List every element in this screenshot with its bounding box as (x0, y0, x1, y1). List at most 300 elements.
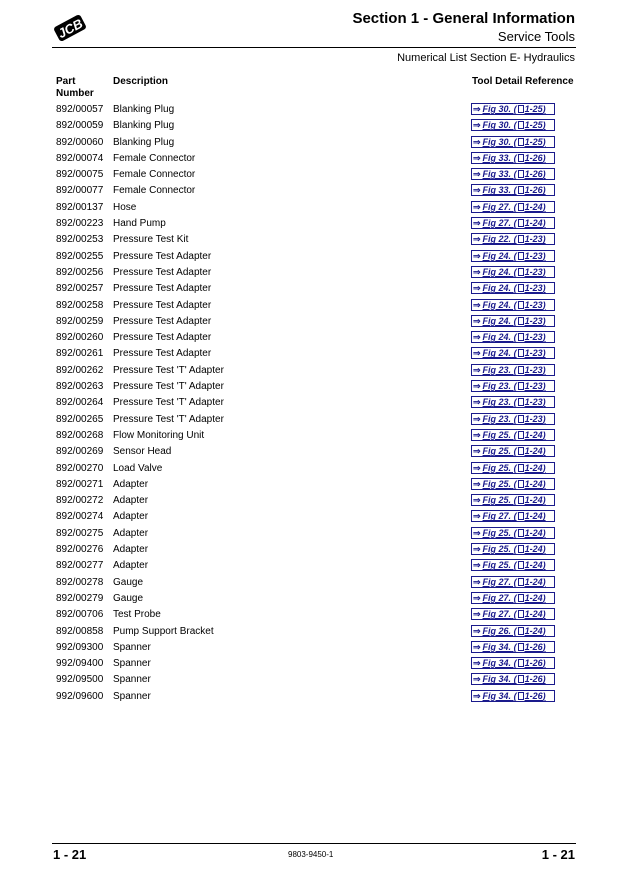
table-row (0, 363, 631, 379)
page-icon (518, 610, 524, 618)
figure-label: Fig 30. (482, 136, 512, 147)
description: Flow Monitoring Unit (113, 429, 205, 441)
table-row (0, 444, 631, 460)
description: Pressure Test Adapter (113, 332, 212, 344)
part-number: 892/00258 (56, 299, 104, 311)
page-icon (518, 496, 524, 504)
figure-label: Fig 24. (482, 250, 512, 261)
description: Pressure Test Adapter (113, 266, 212, 278)
table-row (0, 624, 631, 640)
figure-label: Fig 23. (482, 381, 512, 392)
part-number: 892/00276 (56, 544, 104, 556)
figure-label: Fig 24. (482, 315, 512, 326)
table-row (0, 656, 631, 672)
figure-label: Fig 23. (482, 413, 512, 424)
description: Spanner (113, 690, 151, 702)
part-number: 892/00271 (56, 478, 104, 490)
description: Adapter (113, 544, 149, 556)
arrow-right-icon: ⇒ (473, 397, 481, 408)
figure-label: Fig 27. (482, 576, 512, 587)
page-icon (518, 349, 524, 357)
description: Spanner (113, 674, 151, 686)
part-number: 892/00269 (56, 446, 104, 458)
description: Load Valve (113, 462, 163, 474)
figure-reference-link[interactable]: ⇒ Fig 34. ( 1-26) (471, 657, 555, 669)
page-reference: 1-26 (524, 185, 543, 196)
part-number: 892/00223 (56, 218, 104, 230)
part-number: 892/00057 (56, 104, 104, 115)
page-reference: 1-23 (524, 381, 543, 392)
description: Test Probe (113, 609, 161, 621)
table-row (0, 232, 631, 248)
arrow-right-icon: ⇒ (473, 169, 481, 180)
part-number: 892/00268 (56, 429, 104, 441)
figure-label: Fig 24. (482, 332, 512, 343)
table-row (0, 249, 631, 265)
arrow-right-icon: ⇒ (473, 413, 481, 424)
part-number: 892/00274 (56, 511, 104, 523)
arrow-right-icon: ⇒ (473, 495, 481, 506)
part-number: 892/00858 (56, 625, 104, 637)
svg-text:JCB: JCB (55, 15, 86, 42)
arrow-right-icon: ⇒ (473, 234, 481, 245)
figure-reference-link[interactable]: ⇒ Fig 24. ( 1-23) (471, 347, 555, 359)
table-row (0, 672, 631, 688)
table-row (0, 183, 631, 199)
page-reference: 1-26 (524, 690, 543, 701)
figure-reference-link[interactable]: ⇒ Fig 25. ( 1-24) (471, 462, 555, 474)
page-icon (518, 431, 524, 439)
description: Adapter (113, 560, 149, 572)
table-row (0, 135, 631, 151)
part-number: 892/00277 (56, 560, 104, 572)
page-reference: 1-23 (524, 266, 543, 277)
figure-label: Fig 33. (482, 152, 512, 163)
page-icon (518, 219, 524, 227)
page-icon (518, 643, 524, 651)
page-reference: 1-24 (524, 511, 543, 522)
arrow-right-icon: ⇒ (473, 560, 481, 571)
page-icon (518, 382, 524, 390)
page-reference: 1-23 (524, 250, 543, 261)
table-row (0, 542, 631, 558)
arrow-right-icon: ⇒ (473, 332, 481, 343)
figure-reference-link[interactable]: ⇒ Fig 27. ( 1-24) (471, 576, 555, 588)
arrow-right-icon: ⇒ (473, 511, 481, 522)
page-reference: 1-23 (524, 413, 543, 424)
figure-reference-link[interactable]: ⇒ Fig 25. ( 1-24) (471, 445, 555, 457)
figure-reference-link[interactable]: ⇒ Fig 26. ( 1-24) (471, 625, 555, 637)
column-header-reference: Tool Detail Reference (472, 76, 574, 87)
page-reference: 1-24 (524, 429, 543, 440)
page-reference: 1-26 (524, 674, 543, 685)
part-number: 892/00270 (56, 462, 104, 474)
description: Adapter (113, 527, 149, 539)
figure-label: Fig 24. (482, 348, 512, 359)
description: Pressure Test Kit (113, 234, 189, 246)
figure-reference-link[interactable]: ⇒ Fig 27. ( 1-24) (471, 608, 555, 620)
arrow-right-icon: ⇒ (473, 283, 481, 294)
table-row (0, 379, 631, 395)
part-number: 892/00077 (56, 185, 104, 197)
figure-label: Fig 27. (482, 609, 512, 620)
figure-reference-link[interactable]: ⇒ Fig 25. ( 1-24) (471, 559, 555, 571)
figure-label: Fig 23. (482, 397, 512, 408)
part-number: 892/00275 (56, 527, 104, 539)
table-row (0, 314, 631, 330)
figure-reference-link[interactable]: ⇒ Fig 23. ( 1-23) (471, 364, 555, 376)
figure-reference-link[interactable]: ⇒ Fig 23. ( 1-23) (471, 380, 555, 392)
arrow-right-icon: ⇒ (473, 478, 481, 489)
section-subtitle: Service Tools (497, 29, 575, 44)
figure-label: Fig 34. (482, 674, 512, 685)
table-row (0, 265, 631, 281)
part-number: 892/00260 (56, 332, 104, 344)
page-reference: 1-23 (524, 234, 543, 245)
table-row (0, 216, 631, 232)
description: Blanking Plug (113, 120, 175, 132)
figure-reference-link[interactable]: ⇒ Fig 30. ( 1-25) (471, 119, 555, 131)
arrow-right-icon: ⇒ (473, 315, 481, 326)
page-reference: 1-24 (524, 625, 543, 636)
part-number: 892/00255 (56, 250, 104, 262)
table-row (0, 493, 631, 509)
figure-label: Fig 27. (482, 592, 512, 603)
description: Pressure Test Adapter (113, 250, 212, 262)
figure-label: Fig 25. (482, 527, 512, 538)
page-icon (518, 659, 524, 667)
table-row (0, 509, 631, 525)
figure-reference-link[interactable]: ⇒ Fig 25. ( 1-24) (471, 527, 555, 539)
part-number: 892/00137 (56, 201, 104, 213)
figure-label: Fig 25. (482, 429, 512, 440)
table-row (0, 575, 631, 591)
page-reference: 1-25 (524, 104, 543, 114)
arrow-right-icon: ⇒ (473, 592, 481, 603)
arrow-right-icon: ⇒ (473, 201, 481, 212)
page-reference: 1-24 (524, 576, 543, 587)
page-icon (518, 692, 524, 700)
description: Spanner (113, 641, 151, 653)
figure-label: Fig 34. (482, 658, 512, 669)
arrow-right-icon: ⇒ (473, 348, 481, 359)
page-reference: 1-24 (524, 218, 543, 229)
figure-reference-link[interactable]: ⇒ Fig 24. ( 1-23) (471, 282, 555, 294)
arrow-right-icon: ⇒ (473, 266, 481, 277)
part-number: 992/09300 (56, 641, 104, 653)
page-reference: 1-24 (524, 495, 543, 506)
table-row (0, 461, 631, 477)
figure-reference-link[interactable]: ⇒ Fig 34. ( 1-26) (471, 690, 555, 702)
part-number: 892/00059 (56, 120, 104, 132)
page-icon (518, 284, 524, 292)
table-row (0, 607, 631, 623)
description: Pressure Test 'T' Adapter (113, 381, 224, 393)
table-row (0, 200, 631, 216)
part-number: 892/00256 (56, 266, 104, 278)
figure-reference-link[interactable]: ⇒ Fig 34. ( 1-26) (471, 673, 555, 685)
tool-list (0, 102, 631, 705)
page-reference: 1-23 (524, 299, 543, 310)
arrow-right-icon: ⇒ (473, 250, 481, 261)
figure-reference-link[interactable]: ⇒ Fig 27. ( 1-24) (471, 510, 555, 522)
description: Pressure Test 'T' Adapter (113, 364, 224, 376)
description: Pressure Test Adapter (113, 348, 212, 360)
figure-reference-link[interactable]: ⇒ Fig 30. ( 1-25) (471, 136, 555, 148)
page-icon (518, 154, 524, 162)
page-reference: 1-23 (524, 283, 543, 294)
arrow-right-icon: ⇒ (473, 609, 481, 620)
part-number: 992/09500 (56, 674, 104, 686)
arrow-right-icon: ⇒ (473, 641, 481, 652)
figure-label: Fig 25. (482, 560, 512, 571)
page-reference: 1-23 (524, 397, 543, 408)
figure-reference-link[interactable]: ⇒ Fig 24. ( 1-23) (471, 315, 555, 327)
figure-reference-link[interactable]: ⇒ Fig 25. ( 1-24) (471, 543, 555, 555)
page-reference: 1-24 (524, 527, 543, 538)
description: Gauge (113, 576, 144, 588)
description: Pressure Test 'T' Adapter (113, 397, 224, 409)
page-icon (518, 333, 524, 341)
description: Pressure Test 'T' Adapter (113, 413, 224, 425)
arrow-right-icon: ⇒ (473, 152, 481, 163)
arrow-right-icon: ⇒ (473, 625, 481, 636)
page-icon (518, 675, 524, 683)
page-number-right: 1 - 21 (541, 847, 575, 862)
table-row (0, 526, 631, 542)
figure-label: Fig 30. (482, 104, 512, 114)
figure-reference-link[interactable]: ⇒ Fig 23. ( 1-23) (471, 413, 555, 425)
figure-label: Fig 27. (482, 201, 512, 212)
arrow-right-icon: ⇒ (473, 527, 481, 538)
part-number: 992/09600 (56, 690, 104, 702)
description: Blanking Plug (113, 104, 175, 115)
table-row (0, 477, 631, 493)
description: Female Connector (113, 185, 196, 197)
page-icon (518, 545, 524, 553)
part-number: 892/00265 (56, 413, 104, 425)
part-number: 892/00264 (56, 397, 104, 409)
table-row (0, 167, 631, 183)
figure-reference-link[interactable]: ⇒ Fig 24. ( 1-23) (471, 331, 555, 343)
page-reference: 1-24 (524, 446, 543, 457)
figure-reference-link[interactable]: ⇒ Fig 25. ( 1-24) (471, 478, 555, 490)
page-reference: 1-24 (524, 592, 543, 603)
figure-label: Fig 25. (482, 446, 512, 457)
description: Gauge (113, 592, 144, 604)
table-row (0, 102, 631, 118)
arrow-right-icon: ⇒ (473, 446, 481, 457)
document-number: 9803-9450-1 (288, 850, 334, 859)
description: Hose (113, 201, 137, 213)
figure-reference-link[interactable]: ⇒ Fig 27. ( 1-24) (471, 217, 555, 229)
figure-label: Fig 33. (482, 169, 512, 180)
table-row (0, 412, 631, 428)
description: Female Connector (113, 169, 196, 181)
description: Adapter (113, 478, 149, 490)
arrow-right-icon: ⇒ (473, 120, 481, 131)
page-icon (518, 578, 524, 586)
arrow-right-icon: ⇒ (473, 429, 481, 440)
part-number: 892/00272 (56, 495, 104, 507)
figure-label: Fig 24. (482, 283, 512, 294)
page-icon (518, 121, 524, 129)
page-icon (518, 138, 524, 146)
page-reference: 1-24 (524, 201, 543, 212)
page-reference: 1-23 (524, 348, 543, 359)
description: Pump Support Bracket (113, 625, 214, 637)
part-number: 892/00279 (56, 592, 104, 604)
figure-reference-link[interactable]: ⇒ Fig 22. ( 1-23) (471, 233, 555, 245)
page-reference: 1-26 (524, 152, 543, 163)
page-icon (518, 268, 524, 276)
arrow-right-icon: ⇒ (473, 218, 481, 229)
part-number: 892/00075 (56, 169, 104, 181)
page-icon (518, 561, 524, 569)
part-number: 992/09400 (56, 658, 104, 670)
description: Spanner (113, 658, 151, 670)
page-icon (518, 301, 524, 309)
table-row (0, 640, 631, 656)
page-icon (518, 186, 524, 194)
page-number-left: 1 - 21 (53, 847, 87, 862)
description: Pressure Test Adapter (113, 283, 212, 295)
description: Pressure Test Adapter (113, 299, 212, 311)
figure-reference-link[interactable]: ⇒ Fig 23. ( 1-23) (471, 396, 555, 408)
part-number: 892/00074 (56, 152, 104, 164)
figure-label: Fig 24. (482, 266, 512, 277)
figure-label: Fig 25. (482, 478, 512, 489)
figure-reference-link[interactable]: ⇒ Fig 30. ( 1-25) (471, 103, 555, 115)
table-row (0, 558, 631, 574)
page-reference: 1-23 (524, 364, 543, 375)
part-number: 892/00253 (56, 234, 104, 246)
page-reference: 1-24 (524, 544, 543, 555)
arrow-right-icon: ⇒ (473, 462, 481, 473)
page-reference: 1-24 (524, 560, 543, 571)
table-row (0, 346, 631, 362)
footer-divider (52, 843, 576, 844)
page-reference: 1-23 (524, 332, 543, 343)
figure-reference-link[interactable]: ⇒ Fig 27. ( 1-24) (471, 201, 555, 213)
arrow-right-icon: ⇒ (473, 136, 481, 147)
table-row (0, 151, 631, 167)
page-icon (518, 594, 524, 602)
figure-reference-link[interactable]: ⇒ Fig 24. ( 1-23) (471, 266, 555, 278)
page-icon (518, 398, 524, 406)
arrow-right-icon: ⇒ (473, 299, 481, 310)
page-reference: 1-26 (524, 169, 543, 180)
figure-label: Fig 25. (482, 462, 512, 473)
figure-reference-link[interactable]: ⇒ Fig 33. ( 1-26) (471, 184, 555, 196)
figure-label: Fig 34. (482, 641, 512, 652)
header-divider (52, 47, 576, 48)
page-icon (518, 203, 524, 211)
description: Adapter (113, 495, 149, 507)
page-icon (518, 415, 524, 423)
figure-label: Fig 34. (482, 690, 512, 701)
description: Adapter (113, 511, 149, 523)
page-icon (518, 512, 524, 520)
arrow-right-icon: ⇒ (473, 381, 481, 392)
part-number: 892/00060 (56, 136, 104, 148)
table-row (0, 330, 631, 346)
section-title: Section 1 - General Information (352, 10, 575, 27)
figure-reference-link[interactable]: ⇒ Fig 34. ( 1-26) (471, 641, 555, 653)
arrow-right-icon: ⇒ (473, 658, 481, 669)
part-number: 892/00263 (56, 381, 104, 393)
column-header-description: Description (113, 76, 169, 87)
column-header-part-number: Part Number (56, 76, 94, 99)
arrow-right-icon: ⇒ (473, 364, 481, 375)
figure-label: Fig 27. (482, 511, 512, 522)
arrow-right-icon: ⇒ (473, 104, 481, 114)
page-icon (518, 464, 524, 472)
figure-reference-link[interactable]: ⇒ Fig 33. ( 1-26) (471, 152, 555, 164)
page-icon (518, 366, 524, 374)
table-row (0, 281, 631, 297)
figure-reference-link[interactable]: ⇒ Fig 24. ( 1-23) (471, 250, 555, 262)
table-row (0, 298, 631, 314)
page-reference: 1-24 (524, 609, 543, 620)
page-reference: 1-25 (524, 136, 543, 147)
part-number: 892/00262 (56, 364, 104, 376)
page-icon (518, 252, 524, 260)
description: Sensor Head (113, 446, 172, 458)
figure-label: Fig 30. (482, 120, 512, 131)
page-reference: 1-25 (524, 120, 543, 131)
figure-label: Fig 24. (482, 299, 512, 310)
part-number: 892/00259 (56, 315, 104, 327)
table-row (0, 428, 631, 444)
figure-reference-link[interactable]: ⇒ Fig 25. ( 1-24) (471, 429, 555, 441)
figure-label: Fig 25. (482, 495, 512, 506)
arrow-right-icon: ⇒ (473, 690, 481, 701)
page-reference: 1-24 (524, 462, 543, 473)
figure-reference-link[interactable]: ⇒ Fig 25. ( 1-24) (471, 494, 555, 506)
arrow-right-icon: ⇒ (473, 576, 481, 587)
page-reference: 1-26 (524, 658, 543, 669)
page-reference: 1-24 (524, 478, 543, 489)
description: Blanking Plug (113, 136, 175, 148)
arrow-right-icon: ⇒ (473, 185, 481, 196)
figure-reference-link[interactable]: ⇒ Fig 27. ( 1-24) (471, 592, 555, 604)
page-icon (518, 235, 524, 243)
page-icon (518, 105, 524, 113)
page-reference: 1-23 (524, 315, 543, 326)
figure-reference-link[interactable]: ⇒ Fig 24. ( 1-23) (471, 299, 555, 311)
figure-label: Fig 27. (482, 218, 512, 229)
page-icon (518, 317, 524, 325)
list-title: Numerical List Section E- Hydraulics (397, 52, 575, 64)
description: Hand Pump (113, 218, 166, 230)
figure-label: Fig 33. (482, 185, 512, 196)
jcb-logo (52, 11, 88, 45)
page-reference: 1-26 (524, 641, 543, 652)
part-number: 892/00706 (56, 609, 104, 621)
part-number: 892/00278 (56, 576, 104, 588)
arrow-right-icon: ⇒ (473, 544, 481, 555)
page-icon (518, 627, 524, 635)
table-row (0, 118, 631, 134)
figure-label: Fig 23. (482, 364, 512, 375)
page-icon (518, 447, 524, 455)
figure-reference-link[interactable]: ⇒ Fig 33. ( 1-26) (471, 168, 555, 180)
table-row (0, 591, 631, 607)
description: Pressure Test Adapter (113, 315, 212, 327)
description: Female Connector (113, 152, 196, 164)
figure-label: Fig 25. (482, 544, 512, 555)
